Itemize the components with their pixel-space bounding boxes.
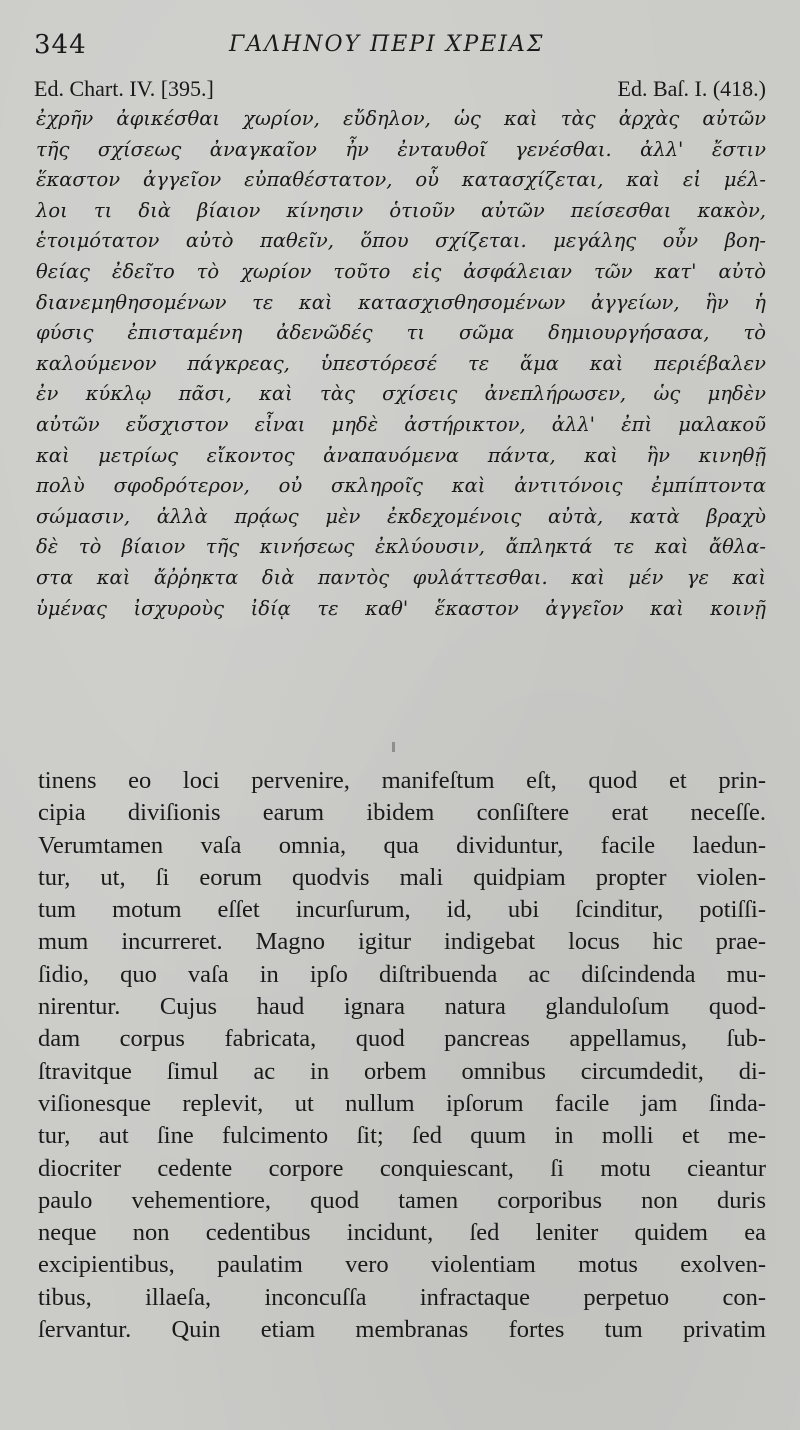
greek-line: στα καὶ ἄῤῥηκτα διὰ παντὸς φυλάττεσθαι. καὶ μέν γε καὶ	[36, 565, 766, 589]
latin-line: excipientibus, paulatim vero violentiam motus exolven-	[38, 1251, 766, 1279]
page-number: 344	[34, 30, 87, 60]
edition-references	[34, 76, 766, 104]
page-header	[34, 30, 774, 66]
latin-line: dam corpus fabricata, quod pancreas appellamus, ſub-	[38, 1025, 766, 1053]
latin-line: cipia diviſionis earum ibidem conſiſtere erat neceſſe.	[38, 799, 766, 827]
greek-line: αὐτῶν εὔσχιστον εἶναι μηδὲ ἀστήρικτον, ἀλλ' ἐπὶ μαλακοῦ	[36, 412, 766, 436]
latin-line: viſionesque replevit, ut nullum ipſorum facile jam ſinda-	[38, 1089, 766, 1117]
latin-line: paulo vehementiore, quod tamen corporibus non duris	[38, 1186, 766, 1214]
greek-line: ὑμένας ἰσχυροὺς ἰδίᾳ τε καθ' ἕκαστον ἀγγεῖον καὶ κοινῇ	[36, 596, 766, 620]
greek-line: ἕκαστον ἀγγεῖον εὐπαθέστατον, οὗ κατασχίζεται, καὶ εἰ μέλ-	[36, 168, 766, 192]
latin-line: neque non cedentibus incidunt, ſed leniter quidem ea	[38, 1219, 766, 1247]
greek-line: διανεμηθησομένων τε καὶ κατασχισθησομένων ἀγγείων, ἣν ἡ	[36, 290, 766, 314]
greek-line: ἐχρῆν ἀφικέσθαι χωρίον, εὔδηλον, ὡς καὶ τὰς ἀρχὰς αὐτῶν	[36, 107, 766, 130]
greek-line: δὲ τὸ βίαιον τῆς κινήσεως ἐκλύουσιν, ἄπληκτά τε καὶ ἄθλα-	[36, 535, 766, 559]
latin-line: tur, ut, ſi eorum quodvis mali quidpiam propter violen-	[38, 863, 766, 891]
greek-line: καλούμενον πάγκρεας, ὑπεστόρεσέ τε ἅμα καὶ περιέβαλεν	[36, 351, 766, 375]
latin-line: Verumtamen vaſa omnia, qua dividuntur, facile laedun-	[38, 831, 766, 859]
latin-line: tum motum eſſet incurſurum, id, ubi ſcinditur, potiſſi-	[38, 896, 766, 924]
latin-line: nirentur. Cujus haud ignara natura glanduloſum quod-	[38, 993, 766, 1021]
greek-line: σώμασιν, ἀλλὰ πρᾴως μὲν ἐκδεχομένοις αὐτὰ, κατὰ βραχὺ	[36, 504, 766, 528]
latin-line: mum incurreret. Magno igitur indigebat locus hic prae-	[38, 928, 766, 956]
latin-line: tinens eo loci pervenire, manifeſtum eſt, quod et prin-	[38, 767, 766, 794]
latin-line: diocriter cedente corpore conquiescant, ſi motu cieantur	[38, 1154, 766, 1182]
edition-basel-reference: Ed. Baſ. I. (418.)	[617, 76, 766, 101]
latin-text-block	[38, 765, 766, 1346]
latin-line: tur, aut ſine fulcimento ſit; ſed quum in molli et me-	[38, 1122, 766, 1150]
latin-line: ſervantur. Quin etiam membranas fortes tum privatim	[38, 1316, 766, 1344]
print-speck	[392, 742, 395, 752]
latin-line: ſidio, quo vaſa in ipſo diſtribuenda ac diſcindenda mu-	[38, 960, 766, 988]
greek-line: πολὺ σφοδρότερον, οὐ σκληροῖς καὶ ἀντιτόνοις ἐμπίπτοντα	[36, 474, 766, 498]
latin-line: ſtravitque ſimul ac in orbem omnibus circumdedit, di-	[38, 1057, 766, 1085]
greek-text-block	[36, 104, 766, 624]
greek-line: ἑτοιμότατον αὐτὸ παθεῖν, ὅπου σχίζεται. μεγάλης οὖν βοη-	[36, 229, 766, 253]
greek-line: ἐν κύκλῳ πᾶσι, καὶ τὰς σχίσεις ἀνεπλήρωσεν, ὡς μηδὲν	[36, 382, 766, 406]
greek-line: θείας ἐδεῖτο τὸ χωρίον τοῦτο εἰς ἀσφάλειαν τῶν κατ' αὐτὸ	[36, 259, 766, 283]
edition-chart-reference: Ed. Chart. IV. [395.]	[34, 76, 214, 101]
latin-line: tibus, illaeſa, inconcuſſa infractaque perpetuo con-	[38, 1283, 766, 1311]
greek-line: φύσις ἐπισταμένη ἀδενῶδές τι σῶμα δημιουργήσασα, τὸ	[36, 321, 766, 345]
greek-line: τῆς σχίσεως ἀναγκαῖον ἦν ἐνταυθοῖ γενέσθαι. ἀλλ' ἔστιν	[36, 137, 766, 161]
running-title: ΓΑΛΗΝΟΥ ΠΕΡΙ ΧΡΕΙΑΣ	[229, 32, 545, 57]
greek-line: λοι τι διὰ βίαιον κίνησιν ὁτιοῦν αὐτῶν πείσεσθαι κακὸν,	[36, 198, 766, 222]
greek-line: καὶ μετρίως εἴκοντος ἀναπαυόμενα πάντα, καὶ ἣν κινηθῇ	[36, 443, 766, 467]
